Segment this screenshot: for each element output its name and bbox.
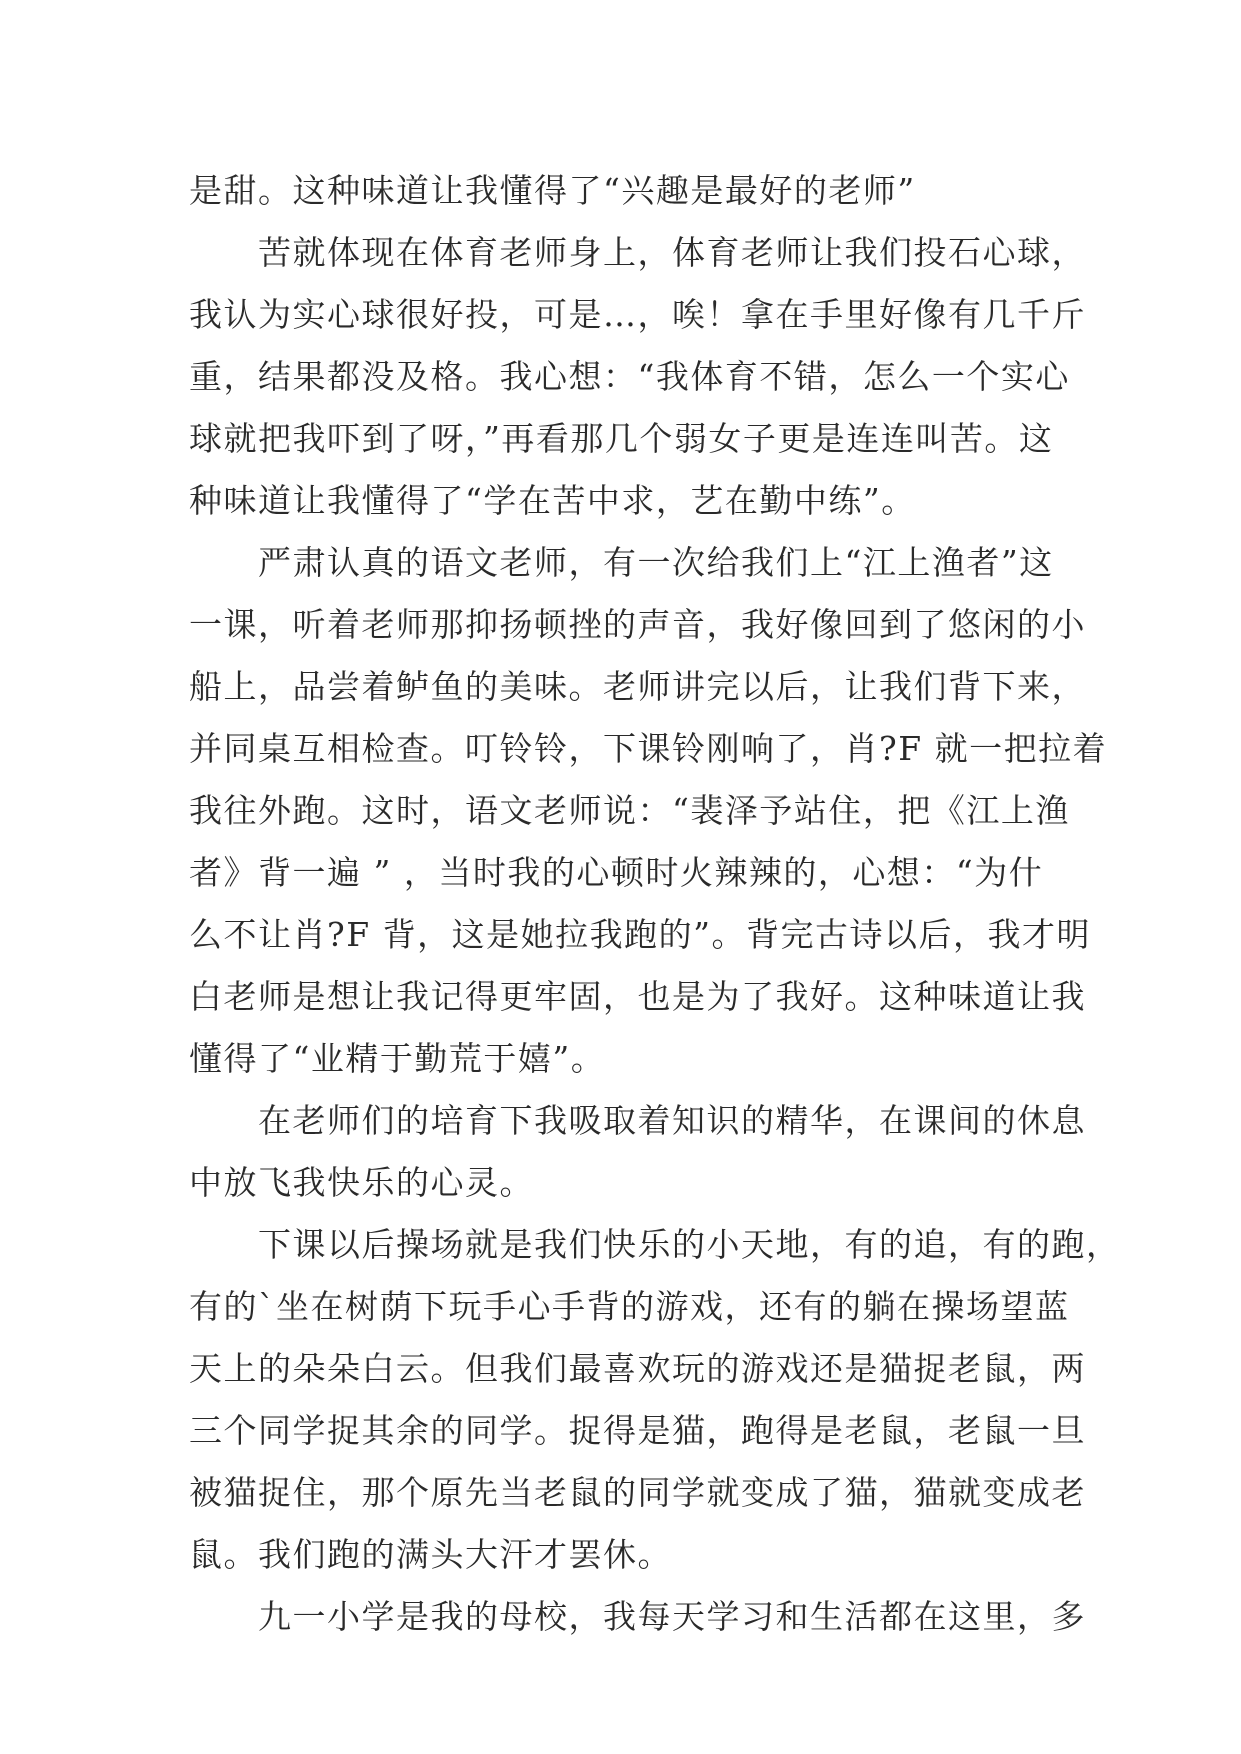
text-line: 懂得了“业精于勤荒于嬉”。 — [189, 1039, 606, 1078]
text-line: 种味道让我懂得了“学在苦中求，艺在勤中练”。 — [189, 481, 916, 520]
text-line: 中放飞我快乐的心灵。 — [189, 1163, 534, 1202]
text-line: 并同桌互相检查。叮铃铃，下课铃刚响了，肖?F 就一把拉着 — [189, 729, 1108, 768]
text-line: 白老师是想让我记得更牢固，也是为了我好。这种味道让我 — [189, 977, 1086, 1016]
text-line: 下课以后操场就是我们快乐的小天地，有的追，有的跑， — [189, 1225, 1121, 1264]
essay-body — [189, 160, 1121, 1648]
text-line: 苦就体现在体育老师身上，体育老师让我们投石心球， — [189, 233, 1086, 272]
text-line: 有的`坐在树荫下玩手心手背的游戏，还有的躺在操场望蓝 — [189, 1287, 1070, 1326]
text-line: 在老师们的培育下我吸取着知识的精华，在课间的休息 — [189, 1101, 1086, 1140]
text-line: 我往外跑。这时，语文老师说：“裴泽予站住，把《江上渔 — [189, 791, 1070, 830]
text-line: 船上，品尝着鲈鱼的美味。老师讲完以后，让我们背下来， — [189, 667, 1086, 706]
text-line: 重，结果都没及格。我心想：“我体育不错，怎么一个实心 — [189, 357, 1070, 396]
text-line: 者》背一遍 ” ，当时我的心顿时火辣辣的，心想：“为什 — [189, 853, 1044, 892]
text-line: 是甜。这种味道让我懂得了“兴趣是最好的老师” — [189, 171, 916, 210]
text-line: 严肃认真的语文老师，有一次给我们上“江上渔者”这 — [189, 543, 1054, 582]
text-line: 一课，听着老师那抑扬顿挫的声音，我好像回到了悠闲的小 — [189, 605, 1086, 644]
text-line: 球就把我吓到了呀，”再看那几个弱女子更是连连叫苦。这 — [189, 419, 1054, 458]
text-line: 我认为实心球很好投，可是…，唉！拿在手里好像有几千斤 — [189, 295, 1086, 334]
text-line: 天上的朵朵白云。但我们最喜欢玩的游戏还是猫捉老鼠，两 — [189, 1349, 1086, 1388]
text-line: 被猫捉住，那个原先当老鼠的同学就变成了猫，猫就变成老 — [189, 1473, 1086, 1512]
text-line: 鼠。我们跑的满头大汗才罢休。 — [189, 1535, 672, 1574]
text-line: 九一小学是我的母校，我每天学习和生活都在这里，多 — [189, 1597, 1086, 1636]
text-line: 么不让肖?F 背，这是她拉我跑的”。背完古诗以后，我才明 — [189, 915, 1091, 954]
text-line: 三个同学捉其余的同学。捉得是猫，跑得是老鼠，老鼠一旦 — [189, 1411, 1086, 1450]
